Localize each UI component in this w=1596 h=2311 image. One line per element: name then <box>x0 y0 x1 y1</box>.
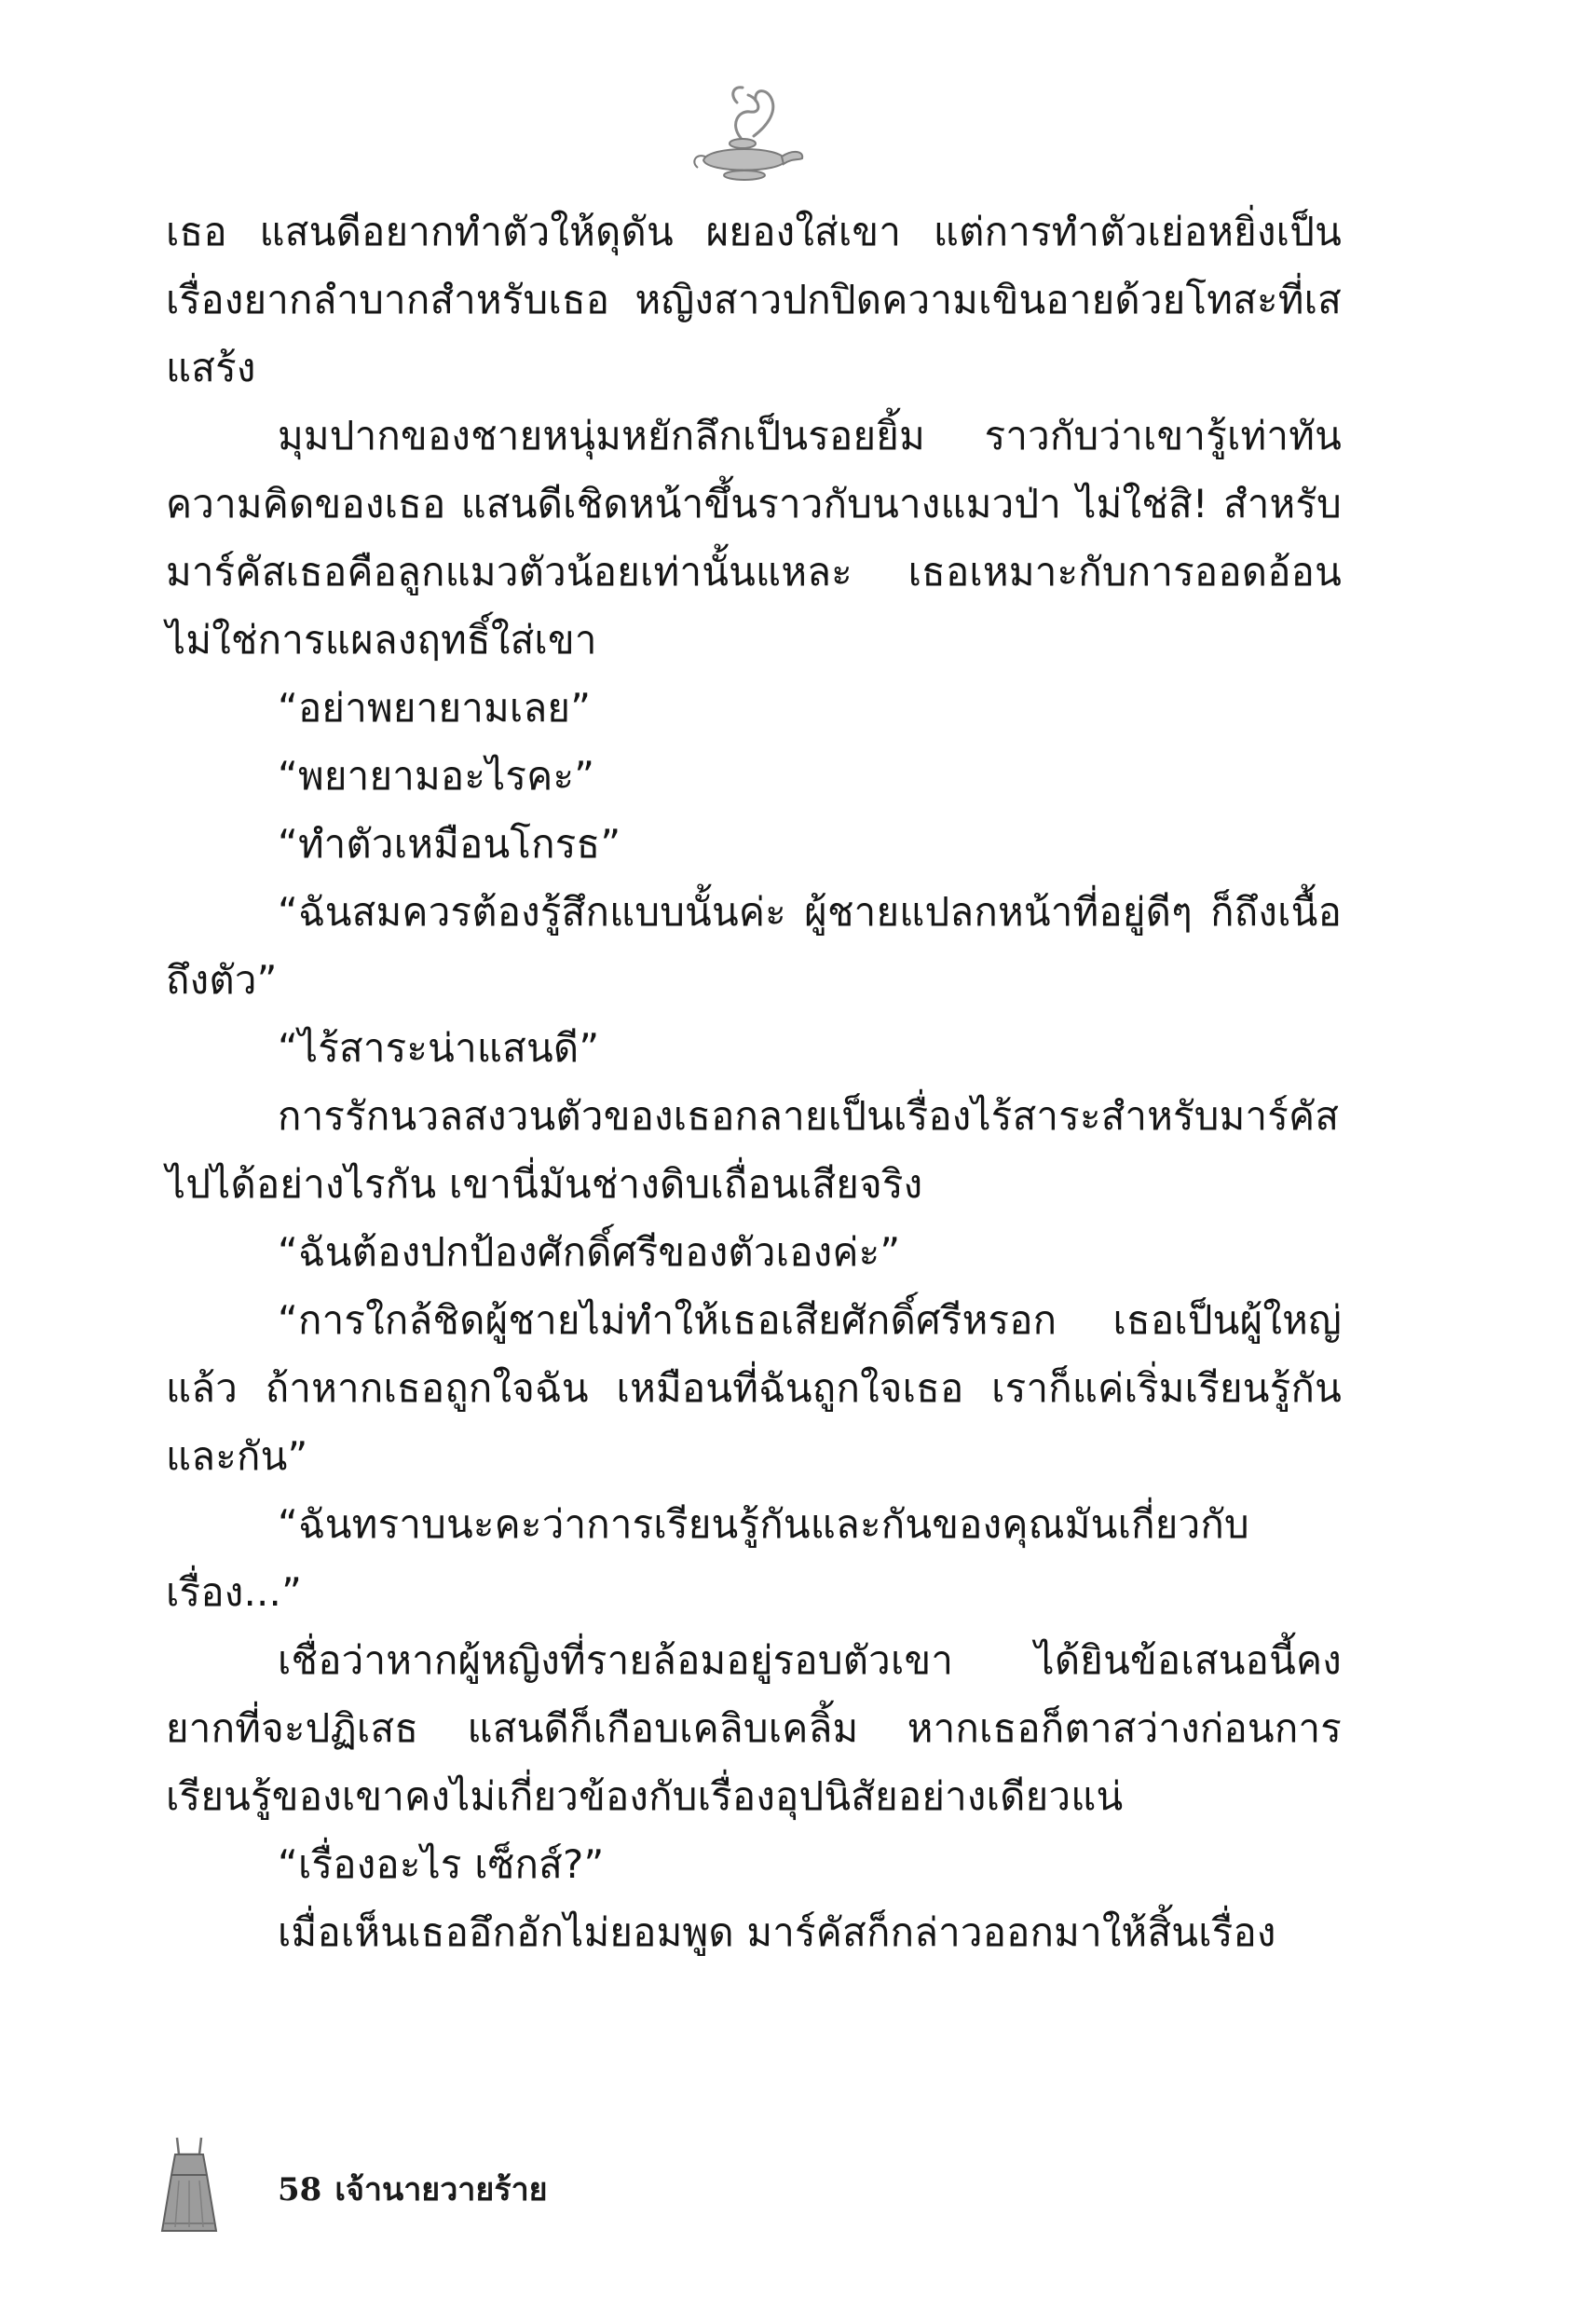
dialogue-line: “ไร้สาระน่าแสนดี” <box>278 1025 600 1071</box>
dress-icon <box>157 2134 222 2236</box>
dialogue-line: “ฉันสมควรต้องรู้สึกแบบนั้นค่ะ ผู้ชายแปลกหน้าที่อยู่ดีๆ ก็ถึงเนื้อถึงตัว” <box>166 889 1342 1003</box>
dialogue-line: “การใกล้ชิดผู้ชายไม่ทำให้เธอเสียศักดิ์ศรีหรอก เธอเป็นผู้ใหญ่แล้ว ถ้าหากเธอถูกใจฉัน เหมือนที่ฉันถูกใจเธอ เราก็แค่เริ่มเรียนรู้กันและกัน” <box>166 1297 1342 1479</box>
book-title: เจ้านายวายร้าย <box>334 2171 548 2208</box>
paragraph: มุมปากของชายหนุ่มหยักลึกเป็นรอยยิ้ม ราวกับว่าเขารู้เท่าทันความคิดของเธอ แสนดีเชิดหน้าขึ้นราวกับนางแมวป่า ไม่ใช่สิ! สำหรับมาร์คัสเธอคือลูกแมวตัวน้อยเท่านั้นแหละ เธอเหมาะกับการออดอ้อนไม่ใช่การแผลงฤทธิ์ใส่เขา <box>166 413 1342 663</box>
dialogue-line: “เรื่องอะไร เซ็กส์?” <box>278 1841 605 1887</box>
body-text <box>166 198 1342 1966</box>
footer-text <box>278 2169 548 2210</box>
dialogue-line: “พยายามอะไรคะ” <box>278 753 595 799</box>
paragraph: เมื่อเห็นเธออึกอักไม่ยอมพูด มาร์คัสก็กล่าวออกมาให้สิ้นเรื่อง <box>278 1909 1276 1955</box>
page-footer <box>157 2134 716 2236</box>
paragraph: การรักนวลสงวนตัวของเธอกลายเป็นเรื่องไร้สาระสำหรับมาร์คัสไปได้อย่างไรกัน เขานี่มันช่างดิบเถื่อนเสียจริง <box>166 1093 1340 1207</box>
genie-lamp-icon <box>685 82 806 185</box>
paragraph: เธอ แสนดีอยากทำตัวให้ดุดัน ผยองใส่เขา แต่การทำตัวเย่อหยิ่งเป็นเรื่องยากลำบากสำหรับเธอ หญิงสาวปกปิดความเขินอายด้วยโทสะที่เสแสร้ง <box>166 209 1342 390</box>
paragraph: เชื่อว่าหากผู้หญิงที่รายล้อมอยู่รอบตัวเขา ได้ยินข้อเสนอนี้คงยากที่จะปฏิเสธ แสนดีก็เกือบเคลิบเคลิ้ม หากเธอก็ตาสว่างก่อนการเรียนรู้ของเขาคงไม่เกี่ยวข้องกับเรื่องอุปนิสัยอย่างเดียวแน่ <box>166 1637 1342 1819</box>
dialogue-line: “อย่าพยายามเลย” <box>278 685 592 731</box>
page-number: 58 <box>278 2171 322 2208</box>
dialogue-line: “ทำตัวเหมือนโกรธ” <box>278 821 621 867</box>
dialogue-line: “ฉันทราบนะคะว่าการเรียนรู้กันและกันของคุณมันเกี่ยวกับเรื่อง...” <box>166 1501 1249 1615</box>
dialogue-line: “ฉันต้องปกป้องศักดิ์ศรีของตัวเองค่ะ” <box>278 1229 901 1275</box>
